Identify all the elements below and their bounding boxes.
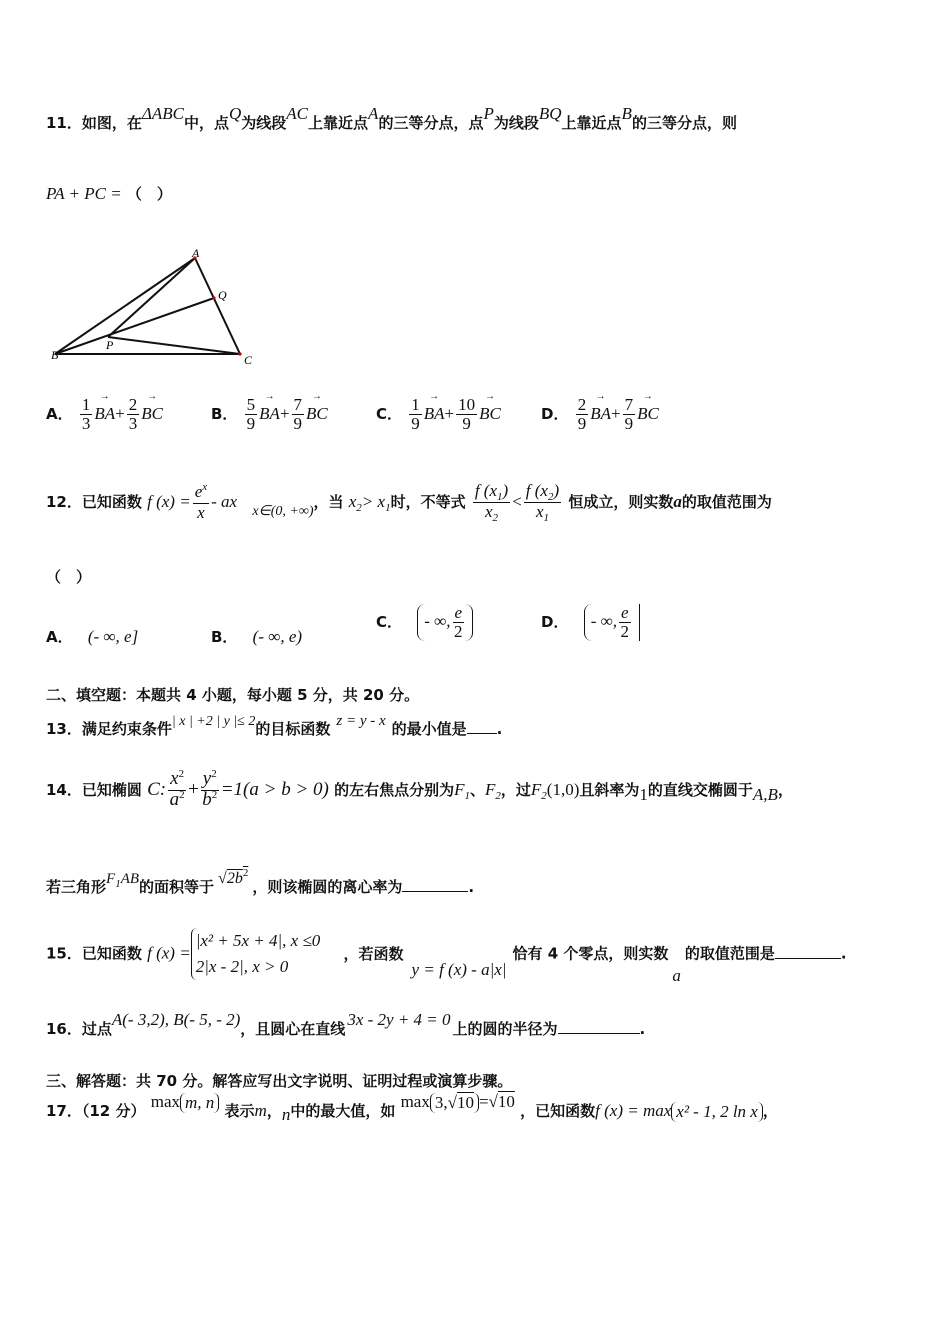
- option-label: D．: [541, 613, 569, 631]
- answer-blank[interactable]: [775, 944, 841, 959]
- math: max: [150, 1092, 180, 1111]
- answer-blank[interactable]: [558, 1019, 640, 1034]
- piecewise-case: |x² + 5x + 4|, x ≤0: [195, 931, 321, 950]
- text: 为线段: [493, 114, 539, 132]
- math: F: [530, 780, 542, 799]
- q12-option-c[interactable]: [376, 604, 473, 641]
- math: x: [348, 492, 357, 511]
- math: AB: [120, 871, 140, 887]
- text: 已知函数: [81, 493, 142, 511]
- vector: → BA: [424, 404, 445, 423]
- text: 上靠近点: [308, 114, 369, 132]
- text: 时，不等式: [390, 493, 466, 511]
- frac-den: 3: [128, 414, 138, 433]
- question-number: 12．: [46, 493, 82, 511]
- math: 1: [385, 502, 391, 514]
- math: b: [202, 789, 212, 810]
- math: 2: [541, 790, 547, 802]
- math: 2: [492, 512, 499, 524]
- text: 的面积等于: [139, 878, 215, 896]
- frac-den: 9: [577, 414, 587, 433]
- text: 的目标函数: [255, 720, 331, 738]
- option-body: (- ∞, e]: [87, 627, 139, 646]
- text: 的取值范围是: [684, 944, 775, 963]
- math: =: [478, 1092, 489, 1111]
- text: 的直线交椭圆于: [647, 781, 753, 799]
- text: ，: [777, 781, 793, 799]
- text: 、: [469, 781, 485, 799]
- text: ，则该椭圆的离心率为: [252, 878, 403, 896]
- math: F: [454, 780, 465, 799]
- option-label: B．: [211, 628, 238, 646]
- math: P: [483, 104, 494, 123]
- option-label: A．: [46, 405, 73, 423]
- math: C:: [147, 779, 167, 800]
- frac-num: 7: [624, 395, 634, 414]
- text: ，: [266, 1102, 282, 1120]
- piecewise-case: 2|x - 2|, x > 0: [195, 957, 289, 976]
- q12-option-a[interactable]: [46, 626, 138, 647]
- math: z = y - x: [336, 713, 386, 729]
- frac-num: 7: [293, 395, 303, 414]
- math: x: [484, 502, 493, 521]
- text: ，: [762, 1102, 778, 1120]
- text: .: [639, 1020, 646, 1038]
- text: ，当: [313, 493, 344, 511]
- question-number: 14．: [46, 781, 82, 799]
- option-label: C．: [376, 405, 403, 423]
- math: - ax: [211, 492, 238, 511]
- option-label: C．: [376, 613, 403, 631]
- math: 2: [242, 867, 249, 879]
- text: 的三等分点，则: [631, 114, 737, 132]
- math: x: [197, 503, 205, 522]
- math: 2: [356, 502, 362, 514]
- q12-line1: 12．已知函数 f (x) = $\frac{e^x}{x}$ - ax x∈(0, +∞)，当 $x_2> x_1$时，不等式 $\frac{f (x_1)}{x_2}$ < $\frac{f (x_2)}{x_1}$ 恒成立，则实数a的取值范围为: [46, 481, 772, 524]
- text: 的最小值是: [391, 720, 467, 738]
- label-B: B: [51, 348, 59, 362]
- text: 上的圆的半径为: [452, 1020, 558, 1038]
- q12-option-b[interactable]: [211, 626, 302, 647]
- math: (1,0): [546, 780, 580, 799]
- q17-line: 17．（12 分） max m, n 表示m，n中的最大值，如 max 3,√10 =√10 ，已知函数f (x) = max x² - 1, 2 ln x ，: [46, 1092, 778, 1124]
- text: .: [840, 944, 847, 963]
- q14-line2: 若三角形$F_1AB$的面积等于 $√2b^2$，则该椭圆的离心率为 .: [46, 867, 475, 896]
- math: m, n: [185, 1092, 215, 1112]
- frac-num: 10: [458, 395, 476, 414]
- question-number: 13．: [46, 720, 82, 738]
- vector: → BC: [306, 404, 328, 423]
- vector: → BA: [590, 404, 611, 423]
- math: B: [621, 104, 632, 123]
- math: a: [169, 789, 180, 810]
- frac-num: e: [454, 603, 463, 622]
- math: A(- 3,2), B(- 5, - 2): [111, 1010, 241, 1029]
- option-label: B．: [211, 405, 238, 423]
- text: ，已知函数: [520, 1102, 596, 1120]
- math: x² - 1, 2 ln x: [676, 1101, 758, 1121]
- triangle-figure: [40, 244, 260, 372]
- frac-den: 9: [624, 414, 634, 433]
- math: m: [254, 1101, 267, 1120]
- math: x: [202, 481, 208, 493]
- answer-blank[interactable]: [402, 877, 468, 892]
- frac-den: 9: [411, 414, 420, 433]
- q15-line: [46, 928, 847, 985]
- math: 1: [497, 491, 503, 503]
- question-number: 17．: [46, 1102, 82, 1120]
- frac-num: 1: [81, 395, 91, 414]
- math: f (x: [525, 481, 548, 500]
- frac-den: 2: [454, 622, 463, 641]
- math: 2: [495, 790, 501, 802]
- math: a: [673, 492, 682, 511]
- math: 2: [179, 789, 185, 801]
- text: 恰有 4 个零点，则实数: [512, 944, 669, 963]
- text: 已知函数: [81, 944, 142, 963]
- math: > x: [361, 492, 386, 511]
- math: BQ: [538, 104, 562, 123]
- text: 若三角形: [46, 878, 107, 896]
- vector: → BC: [479, 404, 501, 423]
- option-body: (- ∞, e): [252, 627, 303, 646]
- text: 已知椭圆: [81, 781, 142, 799]
- answer-paren: （ ）: [46, 568, 92, 586]
- math: =1(a > b > 0): [220, 779, 329, 800]
- q11-option-b[interactable]: B． $\frac{5}{9}$ → BA+ $\frac{7}{9}$ → BC: [211, 396, 328, 433]
- q11-option-c[interactable]: C． $\frac{1}{9}$ → BA+ $\frac{10}{9}$ → BC: [376, 396, 501, 433]
- text: 表示: [224, 1102, 255, 1120]
- math: f (x) =: [147, 492, 191, 511]
- math: F: [485, 780, 496, 799]
- q13-line: [46, 713, 503, 739]
- section-heading: 三、解答题：共 70 分。解答应写出文字说明、证明过程或演算步骤。: [46, 1072, 513, 1090]
- math: 2: [211, 768, 217, 780]
- label-Q: Q: [218, 288, 227, 302]
- frac-den: 9: [293, 414, 303, 433]
- section-heading: 二、填空题：本题共 4 小题，每小题 5 分，共 20 分。: [46, 686, 420, 704]
- math: a: [672, 965, 681, 985]
- label-P: P: [106, 338, 114, 352]
- q16-line: [46, 1010, 646, 1039]
- math: f (x: [474, 481, 498, 500]
- math: AC: [286, 104, 309, 123]
- math: y = f (x) - a|x|: [411, 959, 507, 979]
- math: PA + PC =: [46, 184, 122, 203]
- vector: → BC: [637, 404, 659, 423]
- frac-num: 1: [411, 395, 420, 414]
- q11-option-a[interactable]: A． $\frac{1}{3}$ → BA+ $\frac{2}{3}$ → BC: [46, 396, 163, 433]
- q11-line2: [46, 183, 172, 204]
- math: | x | +2 | y |≤ 2: [171, 714, 256, 729]
- text: .: [468, 878, 475, 896]
- frac-den: 9: [246, 414, 256, 433]
- text: 如图，在: [81, 114, 142, 132]
- math: 10: [497, 1092, 515, 1111]
- question-number: 16．: [46, 1020, 82, 1038]
- math: 2: [178, 768, 185, 780]
- text: 的取值范围为: [681, 493, 772, 511]
- frac-num: e: [620, 603, 629, 622]
- vector: → BC: [141, 404, 163, 423]
- answer-blank[interactable]: [467, 719, 497, 734]
- text: 中，点: [183, 114, 229, 132]
- math: y: [202, 768, 212, 789]
- text: ，若函数: [343, 944, 404, 963]
- frac-num: 5: [246, 395, 256, 414]
- math: max: [400, 1092, 430, 1111]
- option-body: - ∞,: [590, 611, 617, 631]
- math: A,B: [752, 785, 778, 804]
- math: x: [535, 502, 544, 521]
- option-body: - ∞,: [424, 611, 451, 631]
- math: 1: [543, 512, 549, 524]
- q11-option-d[interactable]: D． $\frac{2}{9}$ → BA+ $\frac{7}{9}$ → BC: [541, 396, 659, 433]
- math: 1: [115, 878, 121, 890]
- text: 的左右焦点分别为: [334, 781, 455, 799]
- math: 10: [456, 1092, 474, 1112]
- math: x∈(0, +∞): [252, 504, 314, 519]
- math: 3,: [434, 1092, 448, 1112]
- frac-den: 3: [81, 414, 91, 433]
- question-number: 15．: [46, 944, 82, 963]
- option-label: A．: [46, 628, 73, 646]
- math: 1: [464, 790, 470, 802]
- frac-den: 9: [462, 414, 471, 433]
- math: x: [170, 768, 179, 789]
- text: 为线段: [241, 114, 287, 132]
- math: A: [368, 104, 379, 123]
- label-C: C: [244, 353, 253, 367]
- text: ，且圆心在直线: [240, 1020, 346, 1038]
- math: ΔABC: [141, 104, 184, 123]
- math: <: [512, 492, 522, 511]
- math: e: [194, 482, 203, 501]
- text: 满足约束条件: [81, 720, 172, 738]
- q14-line1: 14．已知椭圆 C: $\frac{x^2}{a^2}$ + $\frac{y^2}{b^2}$ =1(a > b > 0) 的左右焦点分别为$F_1$、$F_2$，过$F_2(1,0)$且斜率为1的直线交椭圆于A,B，: [46, 768, 793, 810]
- text: 上靠近点: [561, 114, 622, 132]
- frac-den: 2: [620, 622, 629, 641]
- option-label: D．: [541, 405, 569, 423]
- question-number: 11．: [46, 114, 82, 132]
- text: ，过: [500, 781, 531, 799]
- text: 恒成立，则实数: [568, 493, 674, 511]
- text: 中的最大值，如: [290, 1102, 396, 1120]
- q11-line1: [46, 104, 737, 133]
- answer-paren: （ ）: [126, 185, 172, 203]
- text: 的三等分点，点: [378, 114, 484, 132]
- vector: → BA: [94, 404, 115, 423]
- math: 2: [547, 491, 554, 503]
- q12-option-d[interactable]: [541, 604, 640, 641]
- text: .: [496, 720, 503, 738]
- math: 3x - 2y + 4 = 0: [347, 1010, 451, 1029]
- math: F: [106, 871, 116, 887]
- text: 且斜率为: [579, 781, 640, 799]
- q12-line2: [46, 566, 91, 587]
- text: 过点: [81, 1020, 112, 1038]
- frac-num: 2: [128, 395, 138, 414]
- math: 2: [211, 789, 218, 801]
- vector: → BA: [259, 404, 280, 423]
- score-label: （12 分）: [81, 1102, 146, 1120]
- frac-num: 2: [577, 395, 587, 414]
- math: 2b: [226, 870, 243, 887]
- math: 1: [639, 785, 648, 804]
- math: f (x) = max: [595, 1101, 672, 1120]
- label-A: A: [192, 246, 200, 260]
- math: n: [281, 1105, 291, 1124]
- math: Q: [229, 104, 242, 123]
- math: f (x) =: [147, 943, 191, 963]
